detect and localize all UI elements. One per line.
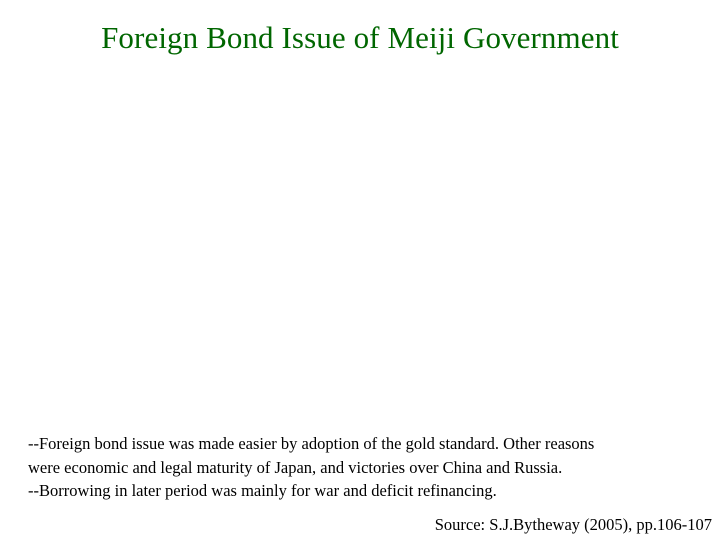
source-citation: Source: S.J.Bytheway (2005), pp.106-107 — [434, 515, 712, 534]
note-line-2: were economic and legal maturity of Japan, and victories over China and Russia. — [28, 457, 563, 477]
note-line-1: --Foreign bond issue was made easier by adoption of the gold standard. Other reasons — [28, 434, 595, 453]
content-area — [28, 80, 708, 425]
notes-block — [28, 432, 718, 503]
page-title: Foreign Bond Issue of Meiji Government — [101, 20, 619, 55]
note-line-3: --Borrowing in later period was mainly for war and deficit refinancing. — [28, 481, 497, 500]
